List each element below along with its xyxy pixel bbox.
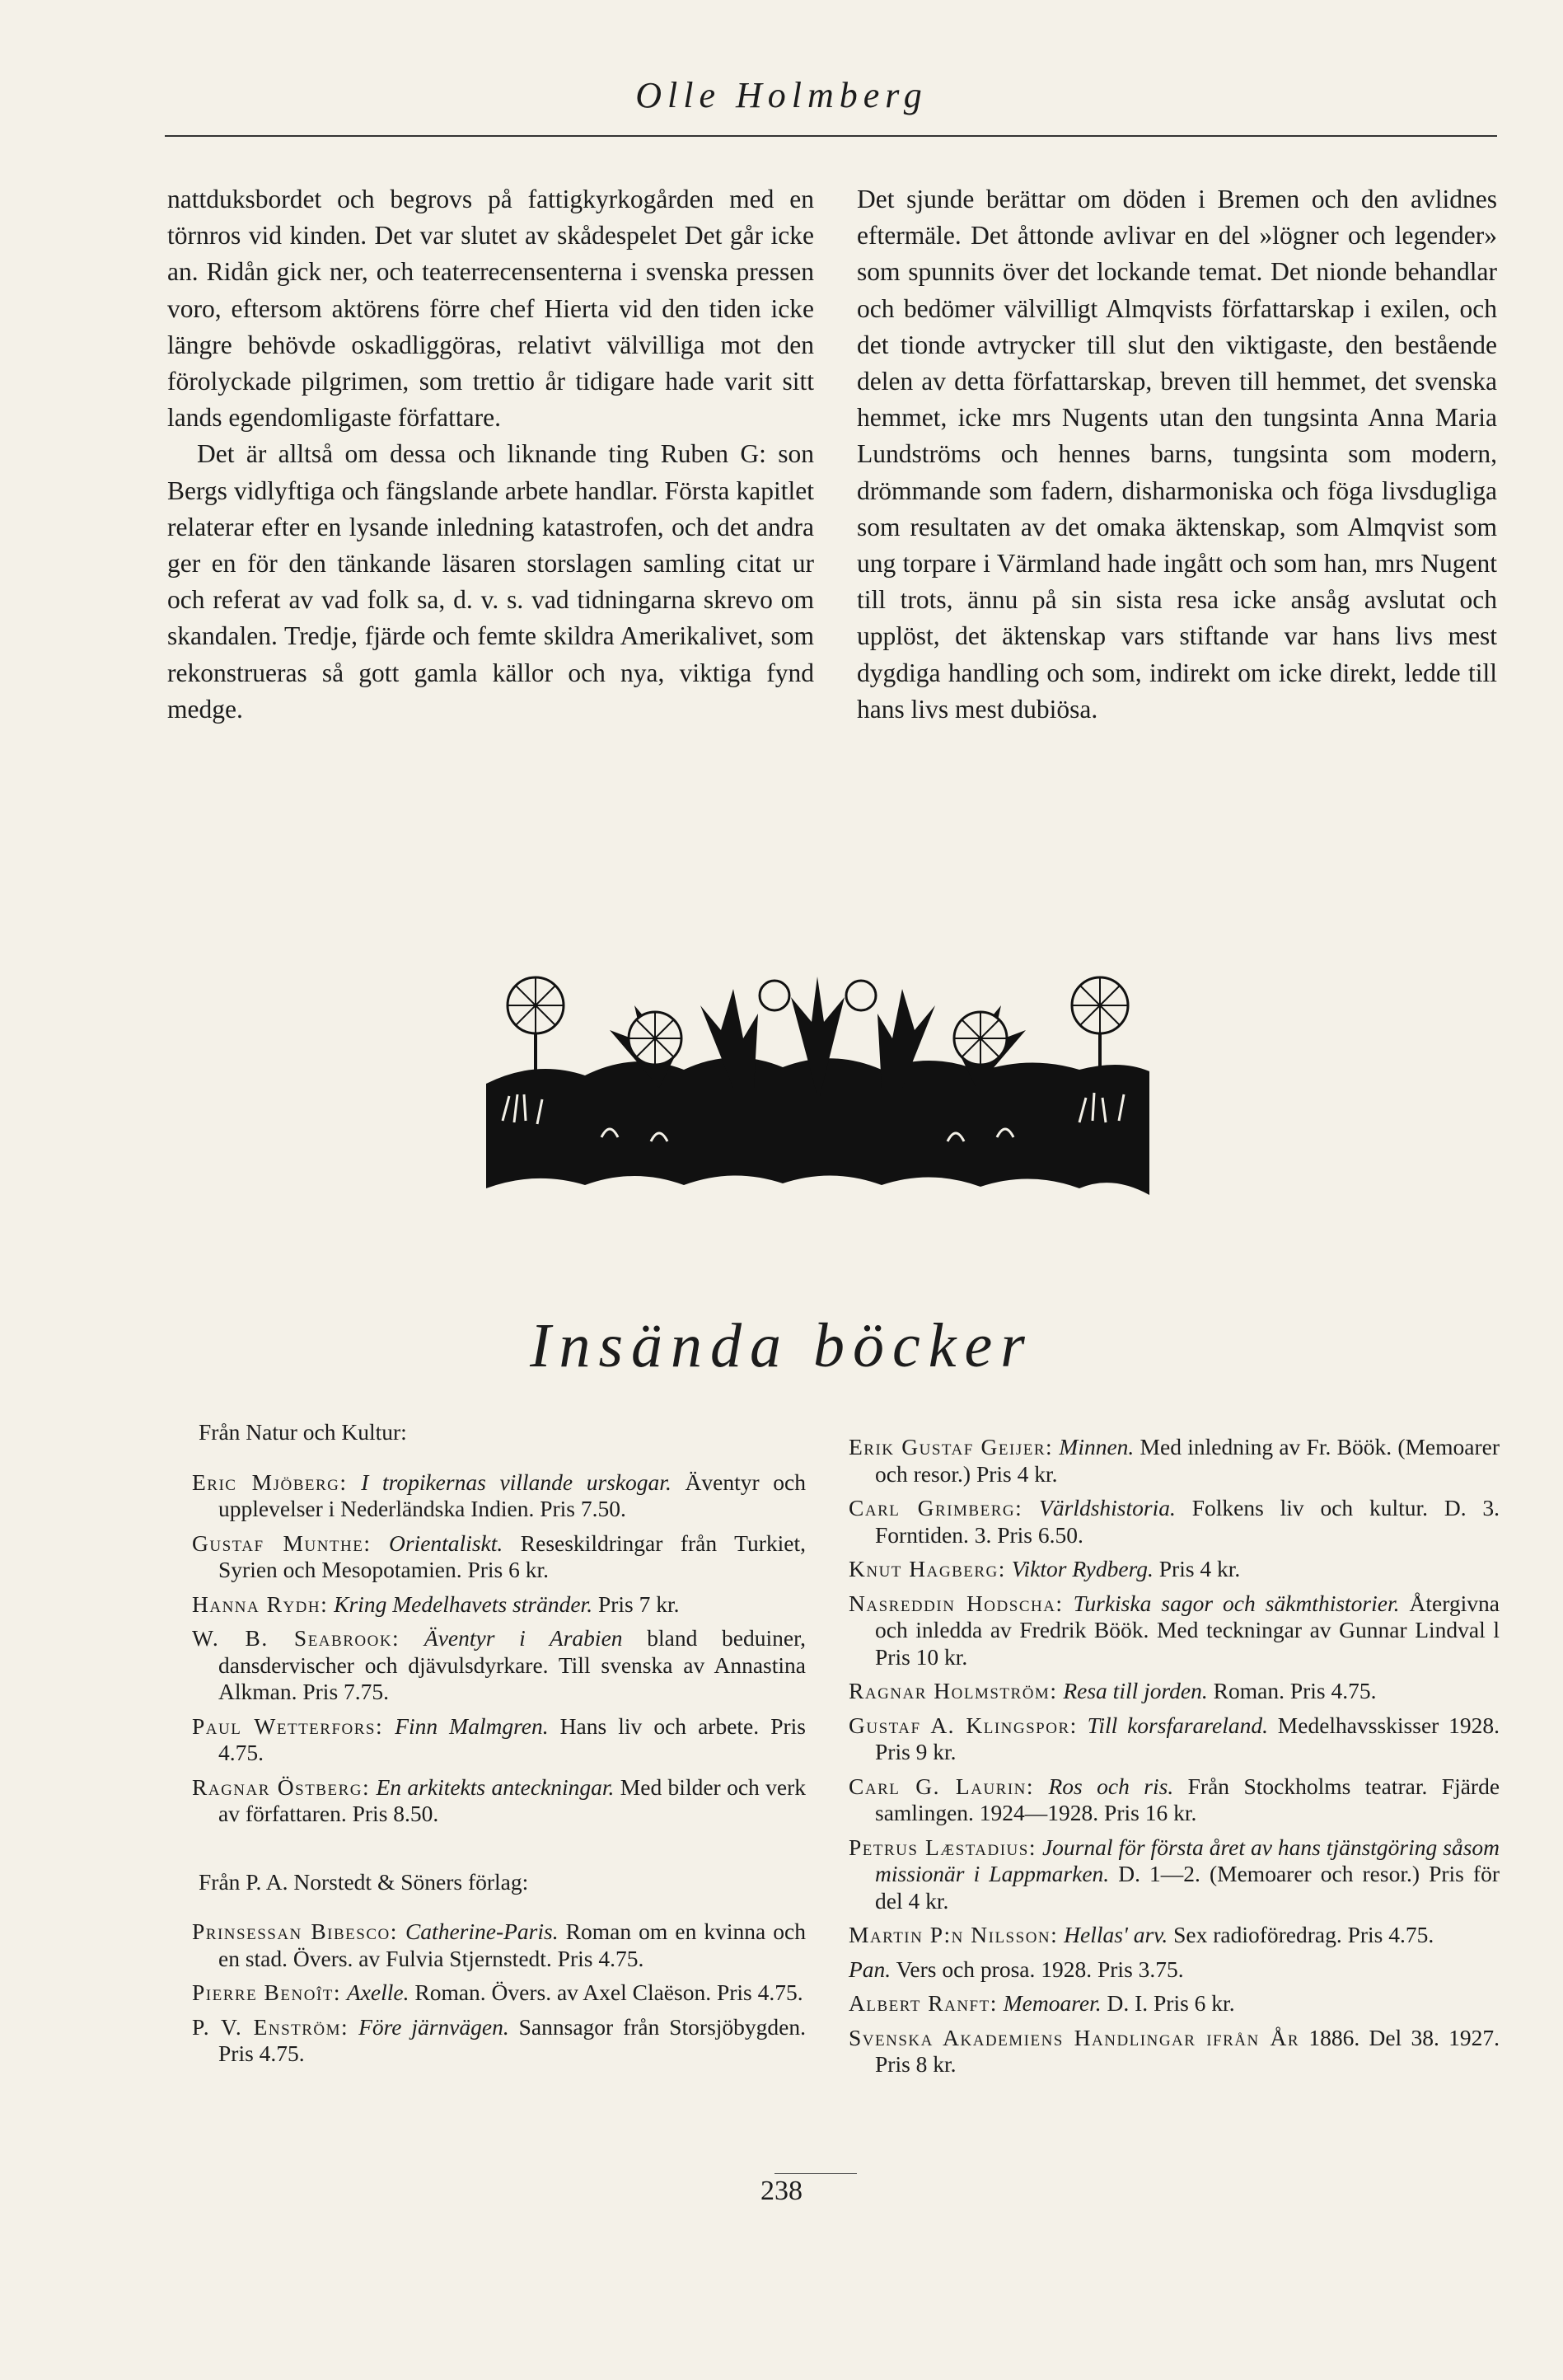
- book-details: Folkens liv och kultur. D. 3. Forntiden. 3. Pris 6.50.: [875, 1495, 1500, 1548]
- book-title: Finn Malmgren.: [395, 1712, 549, 1739]
- dandelion-ornament-icon: [486, 972, 1149, 1195]
- book-entry: [849, 1556, 1500, 1583]
- page-number-rule: [774, 2173, 857, 2174]
- book-details: Roman om en kvinna och en stad. Övers. av Fulvia Stjernstedt. Pris 4.75.: [218, 1919, 807, 1971]
- received-books-left-column: [192, 1419, 806, 2075]
- book-title: Catherine-Paris.: [405, 1919, 559, 1944]
- book-title: Orientaliskt.: [389, 1530, 503, 1556]
- book-entry: [849, 1712, 1500, 1766]
- book-title: En arkitekts anteckningar.: [376, 1773, 615, 1800]
- book-entry: [192, 1469, 806, 1523]
- article-paragraph: nattduksbordet och begrovs på fattigkyrkogården med en törnros vid kinden. Det var slutet av skådespelet Det går icke an. Ridån gick ner, och teaterrecensenterna i svenska pressen voro, eftersom aktörens förre chef Hierta vid den tiden icke längre behövde oskadliggöras, relativt välvilliga mot den förolyckade pilgrimen, som trettio år tidigare hade varit sitt lands egendomligaste författare.: [167, 185, 814, 433]
- book-details: Pris 4 kr.: [1158, 1556, 1241, 1581]
- book-title: Minnen.: [1059, 1434, 1135, 1459]
- book-entry: [192, 1919, 806, 1972]
- book-author: Prinsessan Bibesco:: [192, 1919, 398, 1944]
- book-details: Roman. Pris 4.75.: [1213, 1678, 1377, 1703]
- book-details: Från Stockholms teatrar. Fjärde samlingen. 1924—1928. Pris 16 kr.: [875, 1773, 1500, 1825]
- article-paragraph: Det sjunde berättar om döden i Bremen och den avlidnes eftermäle. Det åttonde avlivar en del »lögner och legender» som spunnits över det lockande temat. Det nionde behandlar och bedömer välvilligt Almqvists författarskap i exilen, och det tionde avtrycker till slut den viktigaste, den bestående delen av detta författarskap, breven till hemmet, det svenska hemmet, icke mrs Nugents utan den tungsinta Anna Maria Lundströms och hennes barns, tungsinta som modern, drömmande som fadern, disharmoniska och föga livsdugliga som resultaten av det omaka äktenskap, som Almqvist som ung torpare i Värmland hade ingått och som han, mrs Nugent till trots, ännu på sin sista resa icke ansåg avslutat och upplöst, det äktenskap vars stiftande var hans livs mest dygdiga handling och som, indirekt om icke direkt, ledde till hans livs mest dubiösa.: [857, 185, 1497, 724]
- publisher-heading: Från P. A. Norstedt & Söners förlag:: [199, 1868, 529, 1895]
- book-author: Martin P:n Nilsson:: [849, 1922, 1059, 1947]
- book-title: Äventyr i Arabien: [424, 1625, 623, 1651]
- book-author: Nasreddin Hodscha:: [849, 1590, 1064, 1616]
- book-author: Hanna Rydh:: [192, 1591, 329, 1617]
- article-left-column: [167, 181, 814, 728]
- book-entry: [849, 1591, 1500, 1671]
- book-entry: [849, 1956, 1500, 1984]
- book-author: Eric Mjöberg:: [192, 1469, 348, 1495]
- book-author: Albert Ranft:: [849, 1990, 998, 2016]
- book-author: W. B. Seabrook:: [192, 1625, 400, 1651]
- received-books-right-column: [849, 1434, 1500, 2086]
- book-entry: [192, 2014, 806, 2068]
- book-details: Medelhavsskisser 1928. Pris 9 kr.: [875, 1712, 1500, 1764]
- book-entry: [849, 1773, 1500, 1827]
- book-entry: [849, 1834, 1500, 1915]
- book-title: Kring Medelhavets stränder.: [334, 1591, 593, 1617]
- book-details: Med inledning av Fr. Böök. (Memoarer och resor.) Pris 4 kr.: [875, 1434, 1500, 1487]
- book-author: Carl Grimberg:: [849, 1495, 1023, 1520]
- book-details: Med bilder och verk av författaren. Pris 8.50.: [218, 1773, 807, 1826]
- book-details: Hans liv och arbete. Pris 4.75.: [218, 1712, 806, 1765]
- book-author: Gustaf A. Klingspor:: [849, 1712, 1078, 1738]
- book-author: Gustaf Munthe:: [192, 1530, 372, 1556]
- book-details: Roman. Övers. av Axel Claëson. Pris 4.75.: [414, 1979, 803, 2005]
- book-author: P. V. Enström:: [192, 2013, 349, 2040]
- book-entry: [849, 1434, 1500, 1488]
- book-title: Till korsfarareland.: [1087, 1712, 1268, 1738]
- book-entry: [849, 1990, 1500, 2017]
- page-number: 238: [760, 2176, 803, 2206]
- book-entry: [849, 1495, 1500, 1548]
- section-title: Insända böcker: [530, 1311, 1033, 1380]
- book-title: Hellas' arv.: [1064, 1922, 1168, 1947]
- book-details: D. 1—2. (Memoarer och resor.) Pris för del 4 kr.: [875, 1861, 1500, 1914]
- book-author: Erik Gustaf Geijer:: [849, 1434, 1054, 1459]
- book-entry: [192, 1774, 806, 1828]
- book-author: Svenska Akademiens Handlingar ifrån År: [849, 2024, 1300, 2050]
- article-right-column: [857, 181, 1497, 728]
- article-paragraph: Det är alltså om dessa och liknande ting Ruben G: son Bergs vidlyftiga och fängslande arbete handlar. Första kapitlet relaterar efter en lysande inledning katastrofen, och det andra ger en för den tänkande läsaren storslagen samling citat ur och referat av vad folk sa, d. v. s. vad tidningarna skrevo om skandalen. Tredje, fjärde och femte skildra Amerikalivet, som rekonstrueras så gott gamla källor och nya, viktiga fynd medge.: [167, 439, 814, 724]
- book-title: Viktor Rydberg.: [1011, 1556, 1154, 1581]
- book-title: Ros och ris.: [1048, 1773, 1174, 1799]
- publisher-heading: Från Natur och Kultur:: [199, 1419, 407, 1445]
- book-title: Memoarer.: [1003, 1990, 1102, 2016]
- book-title: Resa till jorden.: [1063, 1678, 1208, 1703]
- book-details: Äventyr och upplevelser i Nederländska Indien. Pris 7.50.: [218, 1469, 806, 1521]
- book-author: Carl G. Laurin:: [849, 1773, 1035, 1799]
- book-author: Pierre Benoît:: [192, 1979, 342, 2005]
- book-details: bland beduiner, dansdervischer och djävulsdyrkare. Till svenska av Annastina Alkman. Pris 7.75.: [218, 1625, 807, 1704]
- book-author: Ragnar Holmström:: [849, 1678, 1058, 1703]
- book-entry: [192, 1713, 806, 1767]
- book-entry: [192, 1591, 806, 1619]
- book-title: Före järnvägen.: [358, 2013, 509, 2040]
- book-entry: [849, 1678, 1500, 1705]
- book-title: I tropikernas villande urskogar.: [361, 1469, 672, 1495]
- book-details: Sex radioföredrag. Pris 4.75.: [1173, 1922, 1434, 1947]
- book-entry: [192, 1979, 806, 2007]
- book-entry: [192, 1625, 806, 1706]
- book-title: Axelle.: [346, 1979, 409, 2005]
- book-details: 1886. Del 38. 1927. Pris 8 kr.: [875, 2024, 1500, 2077]
- book-details: Vers och prosa. 1928. Pris 3.75.: [896, 1956, 1184, 1982]
- book-entry: [849, 2025, 1500, 2078]
- book-details: Återgivna och inledda av Fredrik Böök. Med teckningar av Gunnar Lindval l Pris 10 kr.: [875, 1590, 1500, 1670]
- book-details: Sannsagor från Storsjöbygden. Pris 4.75.: [218, 2013, 806, 2066]
- book-author: Ragnar Östberg:: [192, 1773, 371, 1800]
- book-details: Reseskildringar från Turkiet, Syrien och Mesopotamien. Pris 6 kr.: [218, 1530, 806, 1582]
- book-entry: [192, 1530, 806, 1584]
- book-title: Världshistoria.: [1039, 1495, 1176, 1520]
- book-author: Knut Hagberg:: [849, 1556, 1006, 1581]
- running-header-author: Olle Holmberg: [635, 75, 928, 115]
- book-details: Pris 7 kr.: [597, 1591, 680, 1617]
- book-title: Pan.: [849, 1956, 891, 1982]
- book-title: Turkiska sagor och säkmthistorier.: [1073, 1590, 1400, 1616]
- book-author: Paul Wetterfors:: [192, 1712, 384, 1739]
- book-author: Petrus Læstadius:: [849, 1834, 1037, 1860]
- header-rule: [165, 135, 1497, 137]
- book-details: D. I. Pris 6 kr.: [1107, 1990, 1235, 2016]
- book-entry: [849, 1922, 1500, 1949]
- book-title: Journal för första året av hans tjänstgöring såsom missionär i Lappmarken.: [875, 1834, 1500, 1886]
